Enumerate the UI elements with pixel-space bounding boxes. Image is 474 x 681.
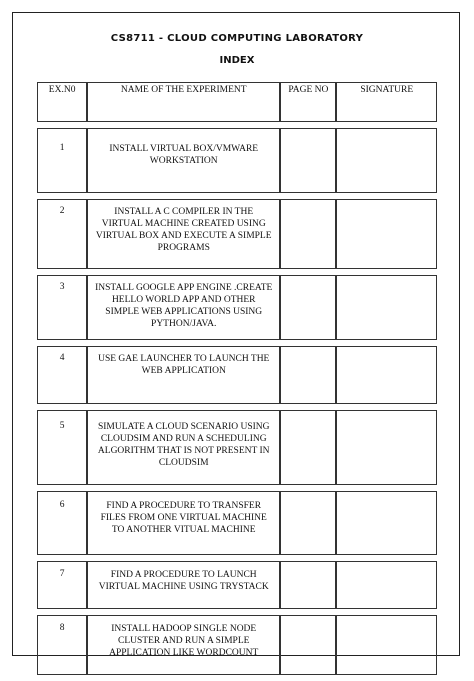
experiment-name: FIND A PROCEDURE TO TRANSFER FILES FROM ONE VIRTUAL MACHINE TO ANOTHER VITUAL MACHINE — [87, 491, 280, 555]
column-header-experiment-name: NAME OF THE EXPERIMENT — [87, 82, 280, 122]
experiment-name: USE GAE LAUNCHER TO LAUNCH THE WEB APPLICATION — [87, 346, 280, 404]
experiment-name: INSTALL VIRTUAL BOX/VMWARE WORKSTATION — [87, 128, 280, 193]
ex-number: 3 — [37, 275, 87, 340]
column-header-page-no: PAGE NO — [280, 82, 336, 122]
table-row — [37, 561, 437, 609]
experiment-name: SIMULATE A CLOUD SCENARIO USING CLOUDSIM AND RUN A SCHEDULING ALGORITHM THAT IS NOT PRESENT IN CLOUDSIM — [87, 410, 280, 485]
table-row — [37, 128, 437, 193]
signature-cell — [336, 275, 437, 340]
page-number-cell — [280, 410, 336, 485]
experiment-name: INSTALL GOOGLE APP ENGINE .CREATE HELLO WORLD APP AND OTHER SIMPLE WEB APPLICATIONS USING PYTHON/JAVA. — [87, 275, 280, 340]
page-number-cell — [280, 346, 336, 404]
table-row — [37, 199, 437, 269]
table-header-row — [37, 82, 437, 122]
table-row — [37, 346, 437, 404]
ex-number: 8 — [37, 615, 87, 675]
signature-cell — [336, 491, 437, 555]
table-row — [37, 491, 437, 555]
signature-cell — [336, 561, 437, 609]
signature-cell — [336, 410, 437, 485]
table-row — [37, 615, 437, 675]
ex-number: 6 — [37, 491, 87, 555]
signature-cell — [336, 615, 437, 675]
ex-number: 5 — [37, 410, 87, 485]
experiment-name: FIND A PROCEDURE TO LAUNCH VIRTUAL MACHINE USING TRYSTACK — [87, 561, 280, 609]
signature-cell — [336, 128, 437, 193]
page-number-cell — [280, 491, 336, 555]
page-number-cell — [280, 615, 336, 675]
signature-cell — [336, 346, 437, 404]
ex-number: 2 — [37, 199, 87, 269]
page-number-cell — [280, 275, 336, 340]
ex-number: 4 — [37, 346, 87, 404]
ex-number: 1 — [37, 128, 87, 193]
page-title: CS8711 - CLOUD COMPUTING LABORATORY — [110, 33, 364, 44]
signature-cell — [336, 199, 437, 269]
page-number-cell — [280, 199, 336, 269]
table-row — [37, 410, 437, 485]
experiment-name: INSTALL A C COMPILER IN THE VIRTUAL MACHINE CREATED USING VIRTUAL BOX AND EXECUTE A SIMPLE PROGRAMS — [87, 199, 280, 269]
column-header-ex-no: EX.N0 — [37, 82, 87, 122]
table-row — [37, 275, 437, 340]
page-subtitle: INDEX — [219, 55, 255, 66]
ex-number: 7 — [37, 561, 87, 609]
column-header-signature: SIGNATURE — [336, 82, 437, 122]
experiment-name: INSTALL HADOOP SINGLE NODE CLUSTER AND RUN A SIMPLE APPLICATION LIKE WORDCOUNT — [87, 615, 280, 675]
page-number-cell — [280, 561, 336, 609]
index-table — [37, 76, 437, 681]
page-number-cell — [280, 128, 336, 193]
